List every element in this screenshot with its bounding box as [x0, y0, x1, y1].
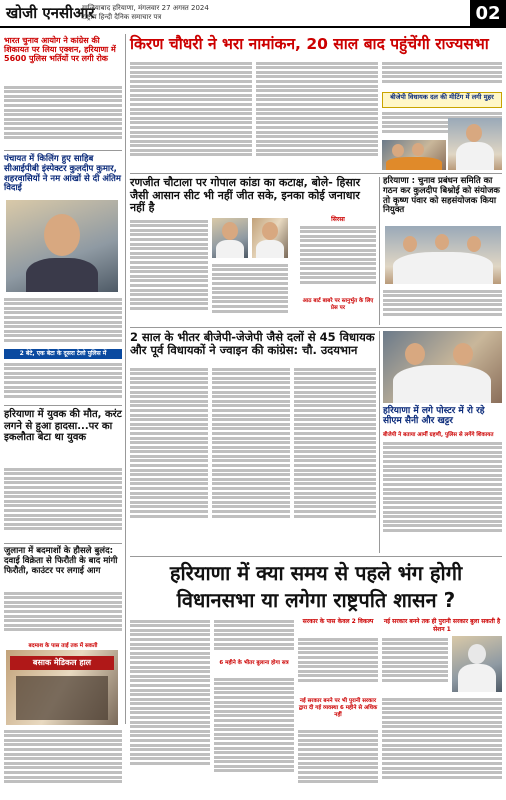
shop-sign: बसाक मेडिकल हाल	[10, 656, 114, 670]
body-ranjit-1	[130, 218, 208, 322]
body-extortion-2	[4, 728, 122, 796]
body-congress-2	[212, 366, 290, 550]
photo-poster	[383, 331, 502, 403]
headline-inspector-funeral: पंचायत में किलिंग हुए साहिब सीआईपीबी इंस्पेक्टर कुलदीप कुमार, शहरवासियों ने नम आंखों से दी अंतिम विदाई	[4, 154, 121, 194]
headline-extortion: जुलाना में बदमाशों के हौसले बुलंद: दवाई विक्रेता से फिरौती के बाद मांगी फिरौती, काउंटर पर लगाई आग	[4, 546, 118, 576]
body-inspector	[4, 296, 122, 348]
body-kiran-2	[256, 60, 378, 170]
body-lead-3b	[298, 728, 378, 796]
photo-kuldeep	[385, 226, 501, 284]
headline-recruitment-ban: भारत चुनाव आयोग ने कांग्रेस की शिकायत पर लिया एक्शन, हरियाणा में 5600 पुलिस भर्तियों पर लगी रोक	[4, 36, 116, 64]
photo-ranjit	[212, 218, 248, 258]
body-lead-1	[130, 618, 210, 796]
body-congress-1	[130, 366, 208, 550]
subhead-tag: 2 बेटे, एक बेटा के दूसरा टेलो पुलिस में	[4, 349, 122, 359]
kiran-subhead: बीजेपी विधायक दल की मीटिंग में लगी मुहर	[382, 92, 502, 108]
lead-box-2: नई सरकार बनने पर भी पुरानी सरकार द्वारा दी गई व्यवस्था 6 महीने से अधिक नहीं	[298, 698, 378, 718]
photo-kiran-2	[448, 118, 502, 170]
headline-ranjit: रणजीत चौटाला पर गोपाल कांडा का कटाक्ष, बोले- हिसार जैसी आसान सीट भी नहीं जीत सके, इनका कोई जनाधार नहीं है	[130, 176, 361, 215]
lead-box-1: सरकार के पास केवल 2 विकल्प	[302, 618, 374, 625]
body-kiran-3	[382, 60, 502, 90]
body-kuldeep	[383, 288, 502, 324]
headline-kiran: किरण चौधरी ने भरा नामांकन, 20 साल बाद पहुंचेंगी राज्यसभा	[130, 35, 489, 53]
body-extortion	[4, 590, 122, 640]
body-ranjit-2	[212, 262, 288, 322]
body-electrocution	[4, 466, 122, 540]
body-ranjit-3	[300, 224, 376, 294]
body-lead-4a	[382, 636, 448, 692]
campaign-subhead: बीजेपी ने बताया आर्मी ग्रहणी, पुलिस से लगेंगे शिकायत	[383, 432, 494, 438]
photo-kiran-1	[382, 140, 446, 170]
masthead	[0, 0, 506, 28]
headline-kuldeep: हरियाणा : चुनाव प्रबंधन समिति का गठन कर कुलदीप बिश्नोई को संयोजक तो कृष्ण पंवार को सहसंयोजक किया नियुक्त	[383, 176, 500, 216]
lead-box-4: नई सरकार बनने तक ही पुरानी सरकार बुला सकती है सेशन 1	[383, 618, 501, 633]
ranjit-caption: आठ बार्ट बाबरे पर स्तनुर्भुत के लिए प्रेस पर	[302, 298, 374, 311]
body-inspector-2	[4, 361, 122, 403]
body-campaign	[383, 440, 502, 550]
photo-shop	[6, 650, 118, 725]
body-kiran-1	[130, 60, 252, 170]
headline-congress: 2 साल के भीतर बीजेपी-जेजेपी जैसे दलों से 45 विधायक और पूर्व विधायकों ने ज्वाइन की कांग्रेस: चौ. उदयभान	[130, 330, 375, 358]
brand-logo: खोजी एनसीआर	[6, 4, 95, 22]
extortion-subhead: बदमाश के पास ताई तक में सकती	[28, 643, 98, 649]
headline-electrocution: हरियाणा में युवक की मौत, करंट लगने से हुआ हादसा...पर का इकलौता बेटा था युवक	[4, 409, 122, 443]
body-recruitment-ban	[4, 84, 122, 148]
body-lead-4b	[382, 696, 502, 796]
body-lead-3a	[298, 636, 378, 696]
headline-lead: हरियाणा में क्या समय से पहले भंग होगी विधानसभा या लगेगा राष्ट्रपति शासन ?	[169, 561, 463, 612]
body-lead-2b	[214, 676, 294, 796]
headline-campaign: हरियाणा में लगे पोस्टर में रो रहे सीएम सैनी और खट्टर	[383, 406, 485, 427]
page-number: 02	[470, 0, 506, 28]
photo-kanda	[252, 218, 288, 258]
photo-lead	[452, 636, 502, 692]
photo-inspector	[6, 200, 118, 292]
body-congress-3	[294, 366, 376, 550]
lead-box-3: 6 महीने के भीतर बुलाना होगा सत्र	[219, 660, 289, 666]
body-lead-2a	[214, 618, 294, 658]
ranjit-label: सिरसा	[331, 216, 345, 223]
dateline: गाजियाबाद हरियाणा, मंगलवार 27 अगस्त 2024 राष्ट्रीय हिन्दी दैनिक समाचार पत्र	[82, 4, 209, 21]
